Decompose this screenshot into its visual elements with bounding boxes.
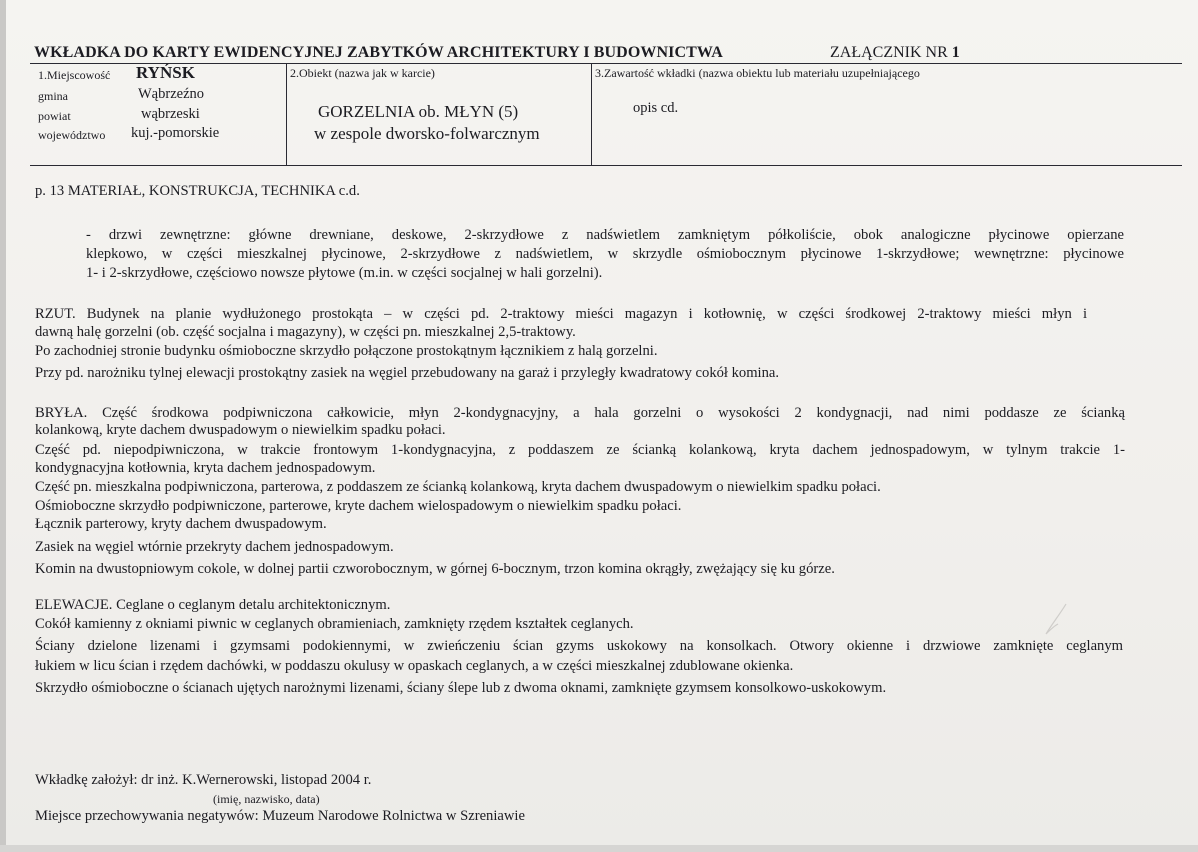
object-label: 2.Obiekt (nazwa jak w karcie) [290,66,435,80]
elewacje-line: Skrzydło ośmioboczne o ścianach ujętych narożnymi lizenami, ściany ślepe lub z dwoma oknami, zamknięte gzymsem konsolkowo-uskokowym. [35,680,887,696]
powiat-value: wąbrzeski [141,106,200,122]
annex-number: 1 [951,44,960,61]
woj-label: województwo [38,128,106,142]
bryla-line: Komin na dwustopniowym cokole, w dolnej partii czworobocznym, w górnej 6-bocznym, trzon komina okrągły, zwężający się ku górze. [35,561,835,577]
storage-line: Miejsce przechowywania negatywów: Muzeum Narodowe Rolnictwa w Szreniawie [35,808,525,824]
bryla-line: Ośmioboczne skrzydło podpiwniczone, parterowe, kryte dachem wielospadowym o niewielkim spadku połaci. [35,498,682,514]
contents-value: opis cd. [633,100,679,116]
doors-line: - drzwi zewnętrzne: główne drewniane, deskowe, 2-skrzydłowe z nadświetlem zamkniętym półkoliście, obok analogiczne płycinowe opierzane [86,227,1124,243]
bryla-line: Część pn. mieszkalna podpiwniczona, parterowa, z poddaszem ze ścianką kolankową, kryta dachem dwuspadowym o niewielkim spadku połaci. [35,479,881,495]
bryla-line: Zasiek na węgiel wtórnie przekryty dachem jednospadowym. [35,539,394,555]
bryla-line: Część pd. niepodpiwniczona, w trakcie frontowym 1-kondygnacyjna, z poddaszem ze ścianką kolankową, kryta dachem jednospadowym, w tylnym trakcie 1- [35,442,1125,458]
card-title: WKŁADKA DO KARTY EWIDENCYJNEJ ZABYTKÓW ARCHITEKTURY I BUDOWNICTWA [34,44,723,61]
bryla-line: kolankową, kryte dachem dwuspadowym o niewielkim spadku połaci. [35,422,446,438]
place-label: 1.Miejscowość [38,68,111,82]
bryla-line: BRYŁA. Część środkowa podpiwniczona całkowicie, młyn 2-kondygnacyjny, a hala gorzelni o wysokości 2 kondygnacji, nad nimi poddasze ze ścianką [35,405,1125,421]
author-line: Wkładkę założył: dr inż. K.Wernerowski, listopad 2004 r. [35,772,372,788]
annex-text: ZAŁĄCZNIK NR [830,44,948,61]
rzut-line: dawną halę gorzelni (ob. część socjalna i magazyny), w części pn. mieszkalnej 2,5-traktowy. [35,324,576,340]
rzut-line: RZUT. Budynek na planie wydłużonego prostokąta – w części pd. 2-traktowy mieści magazyn i kotłownię, w części środkowej 2-traktowy mieści młyn i [35,306,1087,322]
author-hint: (imię, nazwisko, data) [213,792,320,806]
rzut-line: Przy pd. narożniku tylnej elewacji prostokątny zasiek na węgiel przebudowany na garaż i przyległy kwadratowy cokół komina. [35,365,780,381]
bryla-line: Łącznik parterowy, kryty dachem dwuspadowym. [35,516,327,532]
doors-line: klepkowo, w części mieszkalnej płycinowe, 2-skrzydłowe z nadświetlem, w skrzydle ośmiobocznym płycinowe 1-skrzydłowe; wewnętrzne: płycinowe [86,246,1124,262]
woj-value: kuj.-pomorskie [131,125,220,141]
section-heading: p. 13 MATERIAŁ, KONSTRUKCJA, TECHNIKA c.d. [35,183,360,199]
elewacje-line: ELEWACJE. Ceglane o ceglanym detalu architektonicznym. [35,597,391,613]
pencil-mark [1040,600,1070,640]
rzut-line: Po zachodniej stronie budynku ośmioboczne skrzydło połączone prostokątnym łącznikiem z halą gorzelni. [35,343,658,359]
powiat-label: powiat [38,109,71,123]
contents-label: 3.Zawartość wkładki (nazwa obiektu lub materiału uzupełniającego [595,66,920,80]
doors-line: 1- i 2-skrzydłowe, częściowo nowsze płytowe (m.in. w części socjalnej w hali gorzelni). [86,265,603,281]
bryla-line: kondygnacyjna kotłownia, kryta dachem jednospadowym. [35,460,376,476]
object-context: w zespole dworsko-folwarcznym [314,124,540,143]
object-name: GORZELNIA ob. MŁYN (5) [318,102,519,121]
gmina-label: gmina [38,89,68,103]
elewacje-line: łukiem w licu ścian i rzędem dachówki, w poddaszu okulusy w opaskach ceglanych, a w części mieszkalnej zdublowane okienka. [35,658,794,674]
gmina-value: Wąbrzeźno [138,86,205,102]
elewacje-line: Ściany dzielone lizenami i gzymsami podokiennymi, w zwieńczeniu ścian gzyms uskokowy na konsolkach. Otwory okienne i drzwiowe zamknięte ceglanym [35,638,1123,654]
place-value: RYŃSK [136,63,195,82]
elewacje-line: Cokół kamienny z okniami piwnic w ceglanych obramieniach, zamknięty rzędem kształtek ceglanych. [35,616,634,632]
